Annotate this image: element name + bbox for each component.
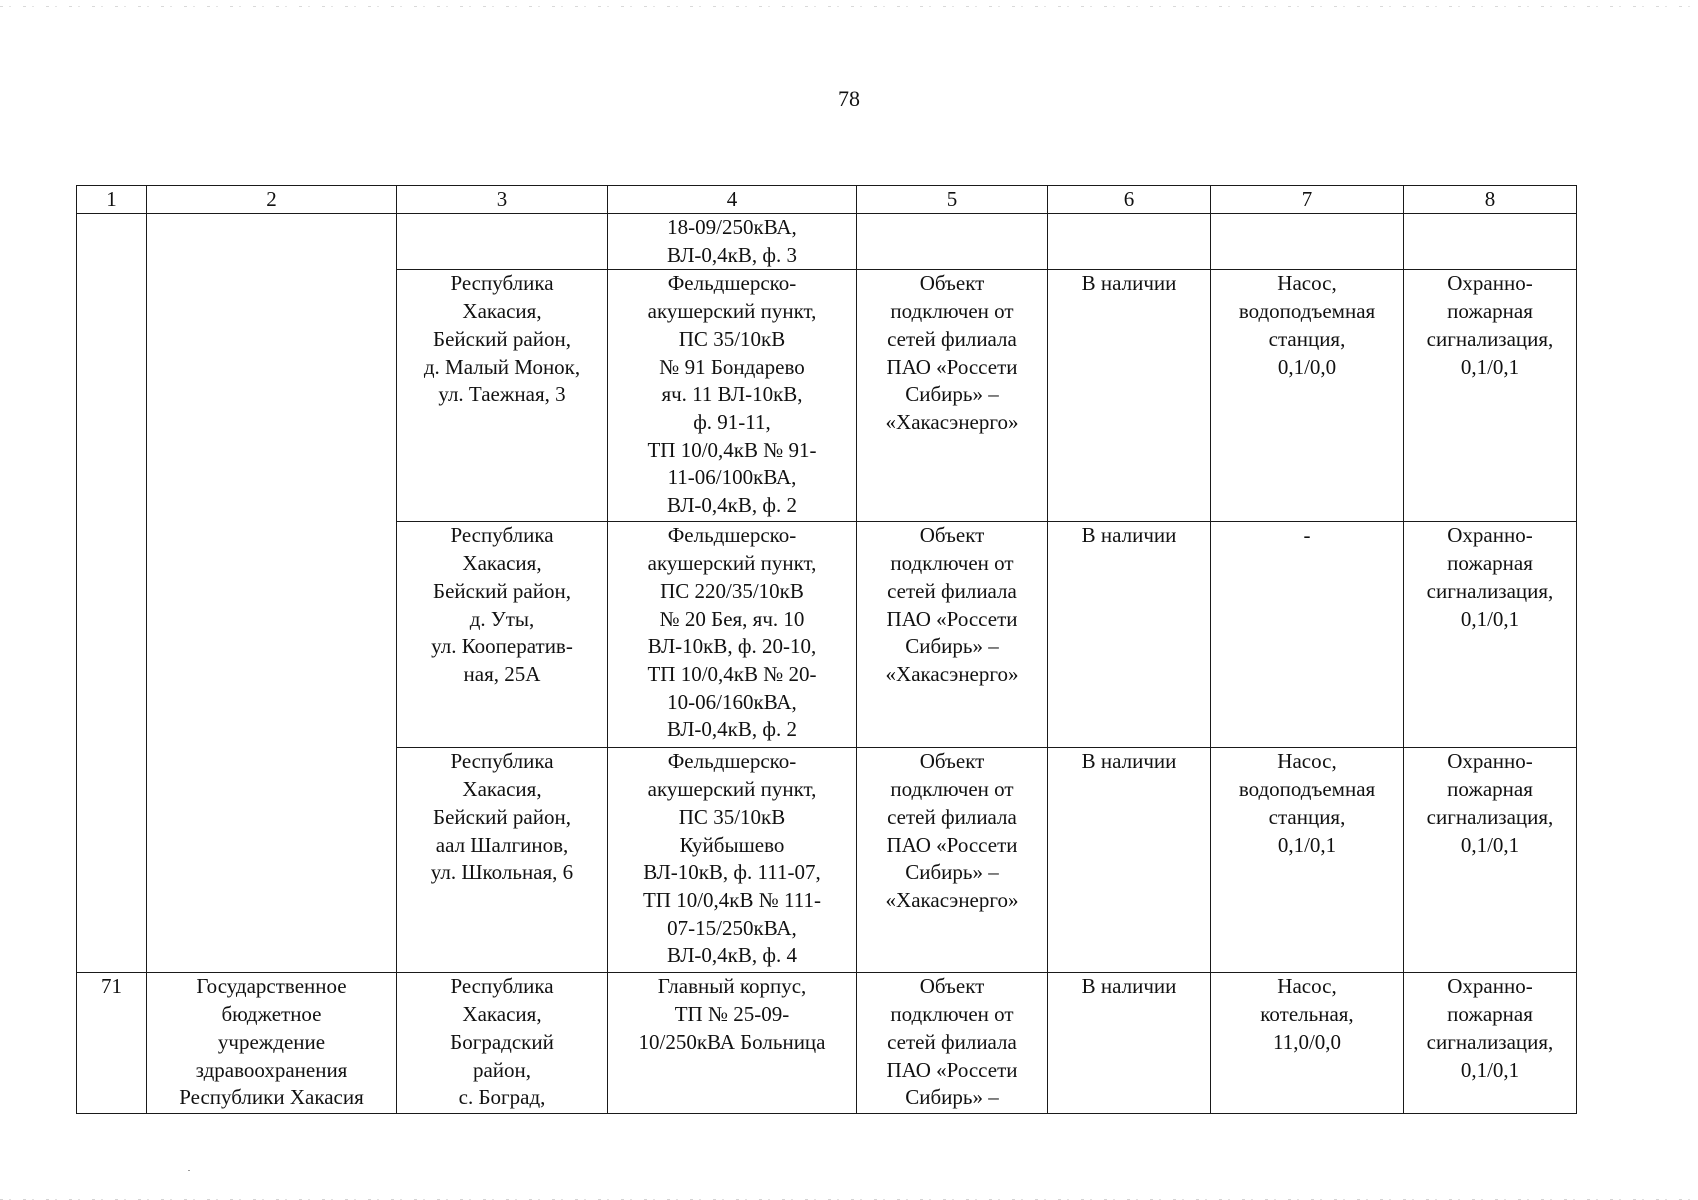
cell-address: Республика Хакасия, Бейский район, д. Уты, ул. Кооператив- ная, 25А: [397, 522, 608, 748]
cell-power-supply: Фельдшерско- акушерский пункт, ПС 220/35/10кВ № 20 Бея, яч. 10 ВЛ-10кВ, ф. 20-10, ТП 10/0,4кВ № 20- 10-06/160кВА, ВЛ-0,4кВ, ф. 2: [608, 522, 857, 748]
cell-number-empty: [77, 214, 147, 973]
column-header-7: 7: [1211, 186, 1404, 214]
data-table: [76, 185, 1577, 1114]
cell-alarm: Охранно- пожарная сигнализация, 0,1/0,1: [1404, 973, 1577, 1114]
cell-availability: В наличии: [1048, 973, 1211, 1114]
cell-availability: [1048, 214, 1211, 270]
cell-connection: [857, 214, 1048, 270]
cell-connection: Объект подключен от сетей филиала ПАО «Россети Сибирь» – «Хакасэнерго»: [857, 748, 1048, 973]
cell-power-supply: 18-09/250кВА, ВЛ-0,4кВ, ф. 3: [608, 214, 857, 270]
cell-address: Республика Хакасия, Бейский район, аал Шалгинов, ул. Школьная, 6: [397, 748, 608, 973]
cell-number: 71: [77, 973, 147, 1114]
cell-connection: Объект подключен от сетей филиала ПАО «Россети Сибирь» – «Хакасэнерго»: [857, 522, 1048, 748]
cell-availability: В наличии: [1048, 748, 1211, 973]
cell-power-supply: Фельдшерско- акушерский пункт, ПС 35/10кВ Куйбышево ВЛ-10кВ, ф. 111-07, ТП 10/0,4кВ № 111- 07-15/250кВА, ВЛ-0,4кВ, ф. 4: [608, 748, 857, 973]
column-header-5: 5: [857, 186, 1048, 214]
cell-address: Республика Хакасия, Бейский район, д. Малый Монок, ул. Таежная, 3: [397, 270, 608, 522]
column-header-2: 2: [147, 186, 397, 214]
cell-organization-empty: [147, 214, 397, 973]
cell-alarm: Охранно- пожарная сигнализация, 0,1/0,1: [1404, 522, 1577, 748]
cell-equipment: -: [1211, 522, 1404, 748]
cell-address: [397, 214, 608, 270]
column-header-6: 6: [1048, 186, 1211, 214]
column-header-8: 8: [1404, 186, 1577, 214]
table-row: [77, 973, 1577, 1114]
column-header-1: 1: [77, 186, 147, 214]
cell-equipment: Насос, водоподъемная станция, 0,1/0,0: [1211, 270, 1404, 522]
cell-power-supply: Фельдшерско- акушерский пункт, ПС 35/10кВ № 91 Бондарево яч. 11 ВЛ-10кВ, ф. 91-11, ТП 10/0,4кВ № 91- 11-06/100кВА, ВЛ-0,4кВ, ф. 2: [608, 270, 857, 522]
scan-speck: [188, 1170, 190, 1171]
cell-power-supply: Главный корпус, ТП № 25-09- 10/250кВА Больница: [608, 973, 857, 1114]
column-header-4: 4: [608, 186, 857, 214]
table-header-row: [77, 186, 1577, 214]
page-number: 78: [838, 86, 860, 111]
cell-alarm: Охранно- пожарная сигнализация, 0,1/0,1: [1404, 748, 1577, 973]
cell-equipment: Насос, водоподъемная станция, 0,1/0,1: [1211, 748, 1404, 973]
cell-alarm: [1404, 214, 1577, 270]
table-row-continuation: [77, 214, 1577, 270]
cell-availability: В наличии: [1048, 270, 1211, 522]
cell-address: Республика Хакасия, Боградский район, с. Боград,: [397, 973, 608, 1114]
column-header-3: 3: [397, 186, 608, 214]
cell-availability: В наличии: [1048, 522, 1211, 748]
cell-organization: Государственное бюджетное учреждение здравоохранения Республики Хакасия: [147, 973, 397, 1114]
cell-alarm: Охранно- пожарная сигнализация, 0,1/0,1: [1404, 270, 1577, 522]
cell-connection: Объект подключен от сетей филиала ПАО «Россети Сибирь» – «Хакасэнерго»: [857, 270, 1048, 522]
cell-connection: Объект подключен от сетей филиала ПАО «Россети Сибирь» –: [857, 973, 1048, 1114]
scan-artifact-top: [0, 6, 1698, 7]
cell-equipment: Насос, котельная, 11,0/0,0: [1211, 973, 1404, 1114]
cell-equipment: [1211, 214, 1404, 270]
